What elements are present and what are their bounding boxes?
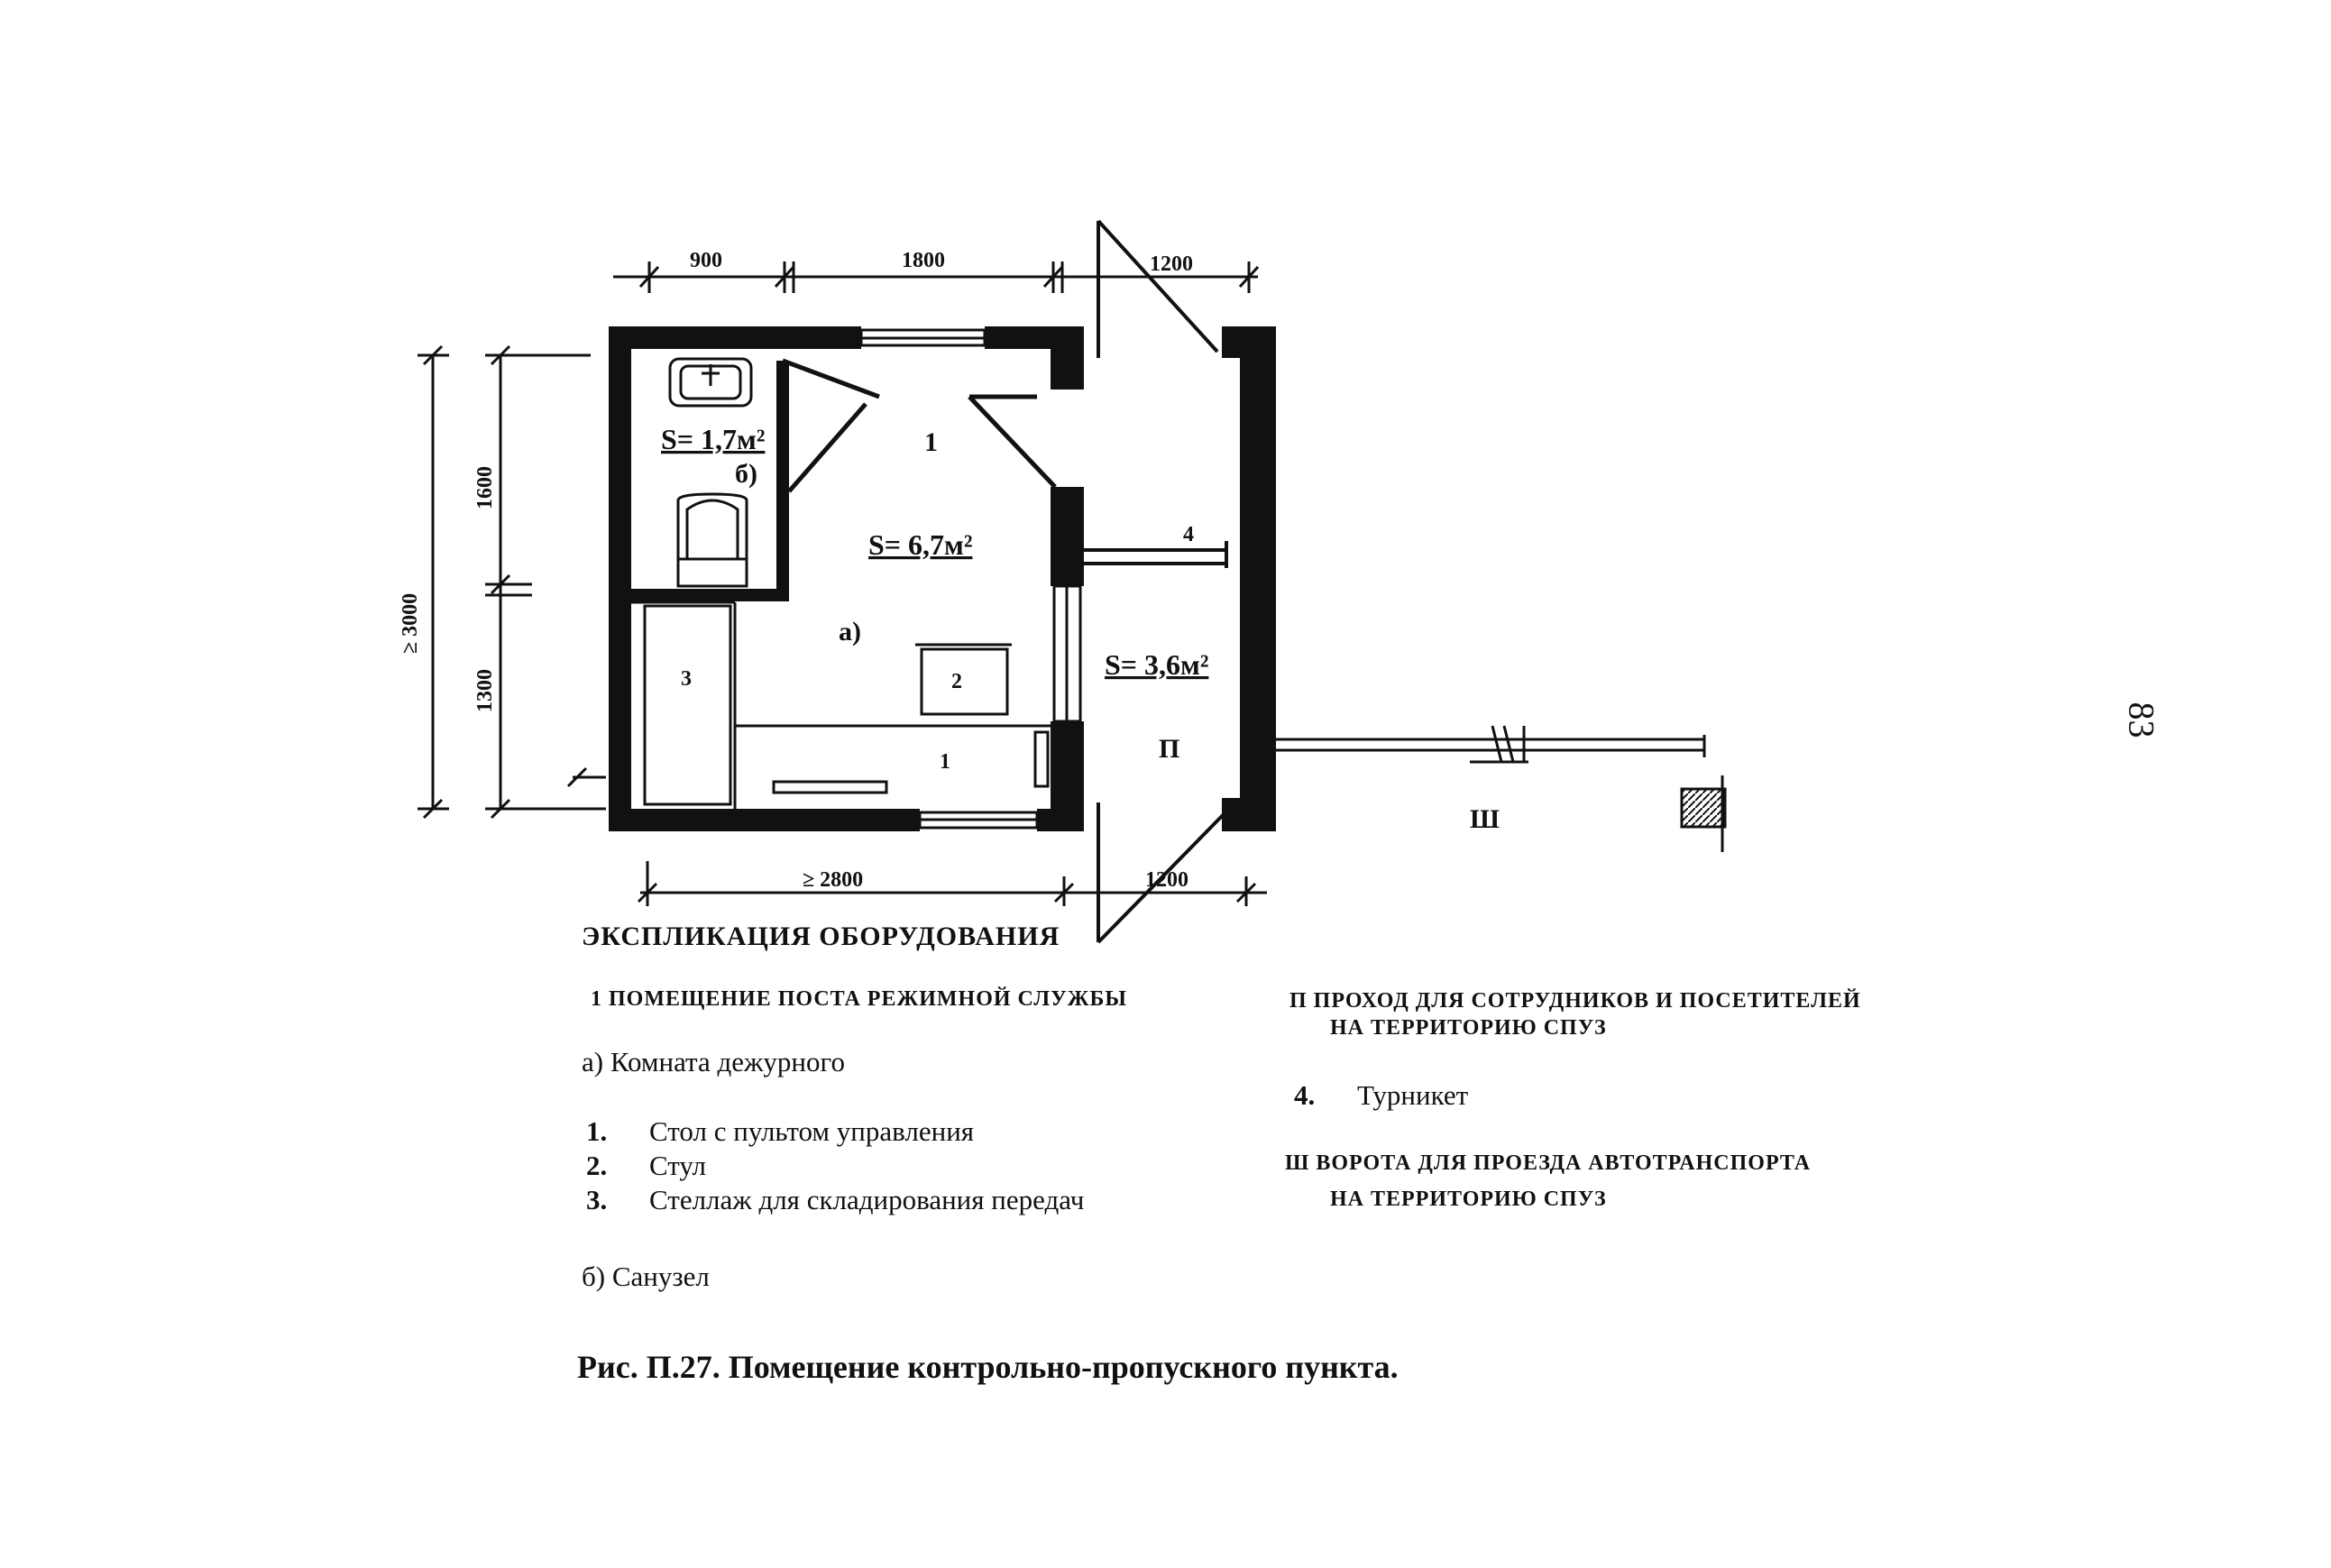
sink — [670, 359, 751, 406]
duty-room-letter: а) — [839, 617, 861, 646]
legend-right-4-num: 4. — [1294, 1079, 1316, 1111]
legend-right-sh-line2: НА ТЕРРИТОРИЮ СПУЗ — [1330, 1187, 1607, 1211]
dim-left-1300: 1300 — [473, 669, 497, 712]
gate-letter: Ш — [1470, 804, 1500, 834]
shelf-number: 3 — [681, 667, 692, 691]
legend-list-num: 3. — [586, 1184, 608, 1215]
bathroom-area: S= 1,7м² — [661, 423, 766, 455]
legend-right-p-line2: НА ТЕРРИТОРИЮ СПУЗ — [1330, 1016, 1607, 1040]
legend-item-a: а) Комната дежурного — [582, 1046, 845, 1077]
legend-list-num: 2. — [586, 1150, 608, 1181]
dim-left-1600: 1600 — [473, 466, 497, 509]
legend-list-text: Стол с пультом управления — [649, 1115, 975, 1147]
dim-left-3000: ≥ 3000 — [399, 592, 422, 654]
chair-number: 2 — [951, 670, 962, 693]
shelf — [645, 606, 730, 804]
passage-letter: П — [1159, 734, 1180, 764]
dim-top-1800: 1800 — [902, 249, 945, 272]
legend-right-4 — [1294, 1079, 1468, 1112]
legend-list-item — [586, 1150, 706, 1182]
legend-list-text: Стул — [649, 1150, 707, 1181]
toilet — [678, 494, 747, 586]
gate-fence — [1276, 726, 1725, 852]
legend-item-1: 1 ПОМЕЩЕНИЕ ПОСТА РЕЖИМНОЙ СЛУЖБЫ — [591, 987, 1127, 1011]
desk-number: 1 — [940, 750, 950, 774]
legend-list-item — [586, 1115, 974, 1148]
legend-item-b: б) Санузел — [582, 1261, 710, 1292]
legend-heading: ЭКСПЛИКАЦИЯ ОБОРУДОВАНИЯ — [582, 922, 1060, 951]
passage-doors — [1084, 221, 1226, 942]
passage-area: S= 3,6м² — [1105, 648, 1209, 681]
dim-bottom-2800: ≥ 2800 — [803, 868, 864, 892]
figure-caption: Рис. П.27. Помещение контрольно-пропускного пункта. — [577, 1349, 1399, 1385]
legend-right-4-text: Турникет — [1357, 1079, 1469, 1111]
dim-top-900: 900 — [690, 249, 722, 272]
page-number: 83 — [2121, 701, 2162, 738]
bathroom-letter: б) — [735, 459, 757, 489]
dim-top-1200: 1200 — [1150, 252, 1193, 276]
duty-room-area: S= 6,7м² — [868, 528, 973, 561]
legend-list-item — [586, 1184, 1084, 1216]
duty-room-number: 1 — [924, 427, 938, 457]
dim-bottom-1200: 1200 — [1145, 868, 1188, 892]
legend-right-p-line1: П ПРОХОД ДЛЯ СОТРУДНИКОВ И ПОСЕТИТЕЛЕЙ — [1289, 989, 1861, 1013]
turnstile-number: 4 — [1183, 523, 1194, 546]
legend-right-sh-line1: Ш ВОРОТА ДЛЯ ПРОЕЗДА АВТОТРАНСПОРТА — [1285, 1151, 1812, 1175]
legend-list-text: Стеллаж для складирования передач — [649, 1184, 1085, 1215]
legend-list-num: 1. — [586, 1115, 608, 1147]
desk-chair — [774, 645, 1048, 793]
